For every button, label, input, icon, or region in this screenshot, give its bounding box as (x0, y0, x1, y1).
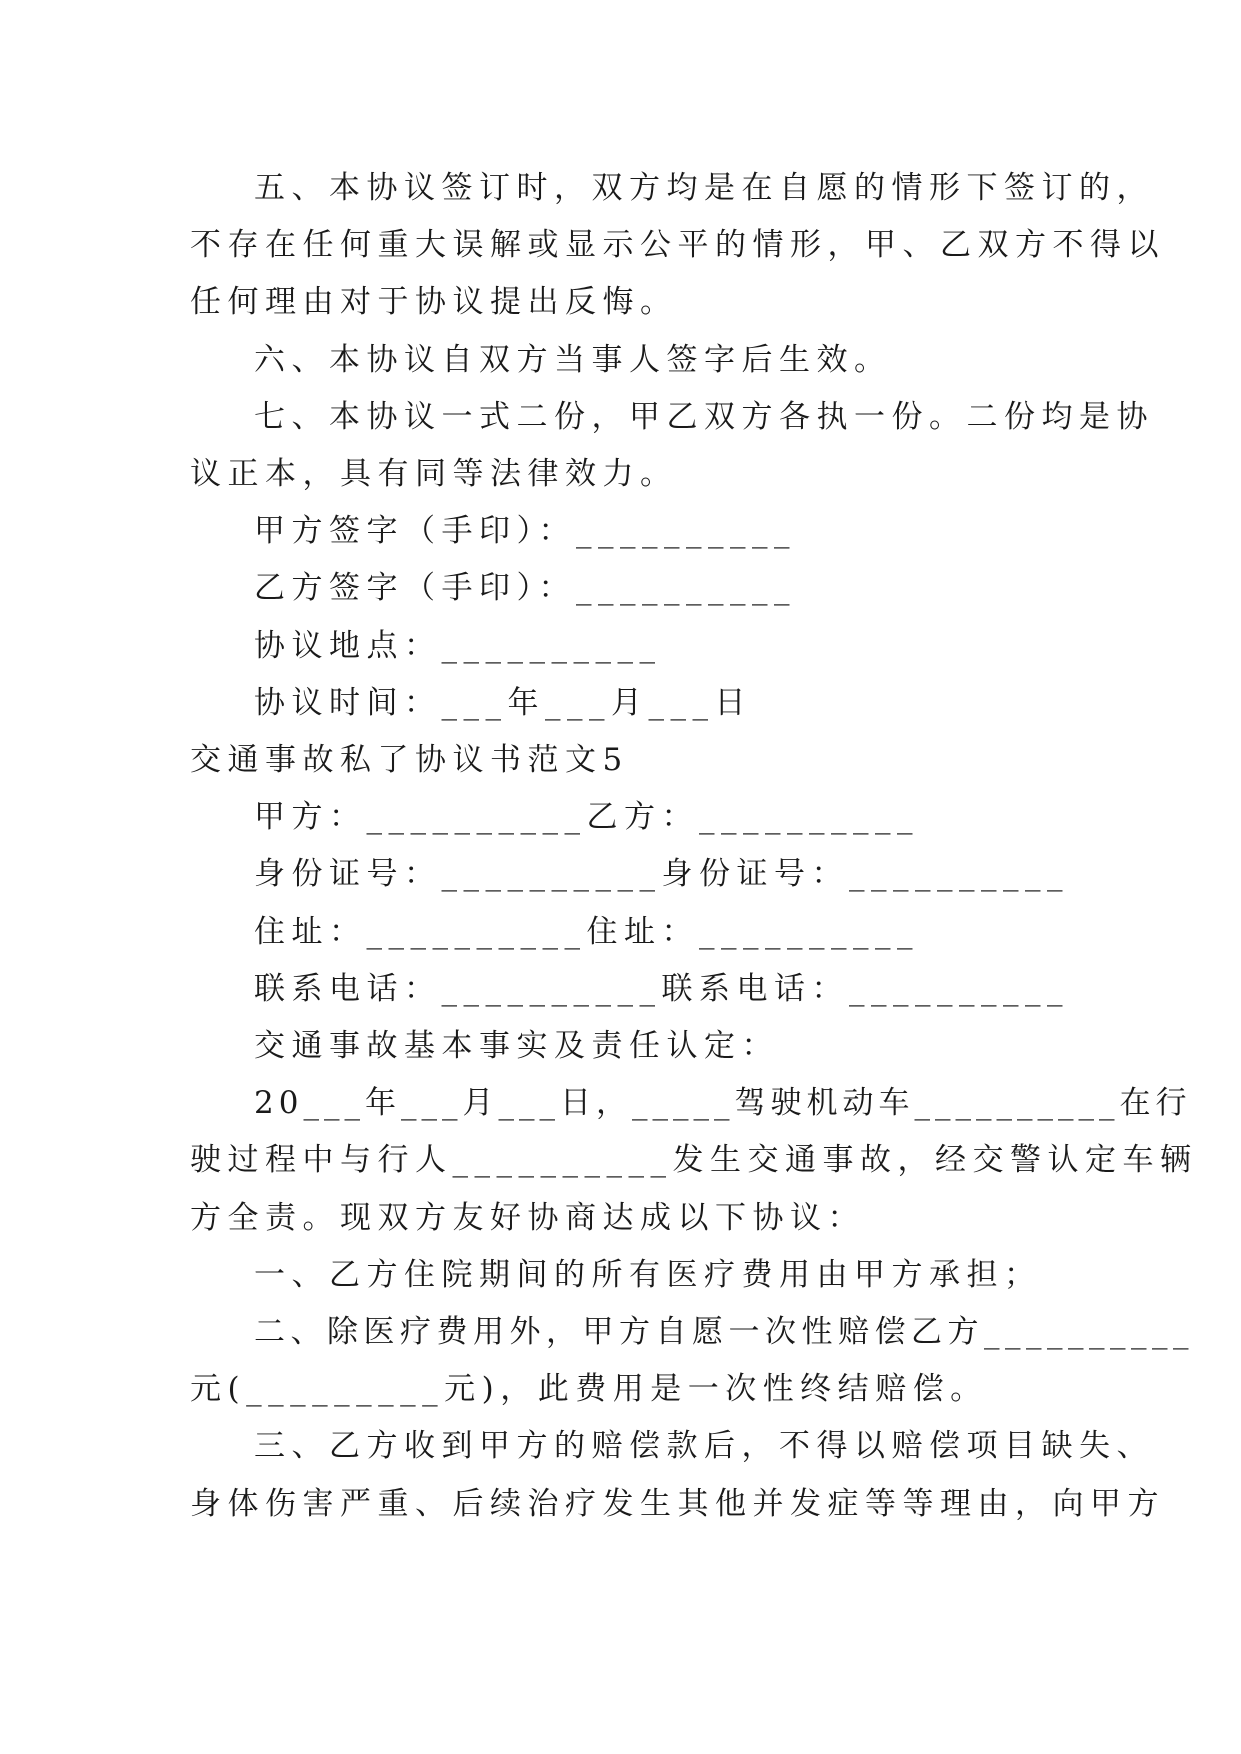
text-line: 协议地点：__________ (254, 628, 662, 664)
clause-7-line-2 (190, 445, 1070, 503)
text-line: 三、乙方收到甲方的赔偿款后，不得以赔偿项目缺失、 (254, 1428, 1154, 1464)
clause-7-line-1 (254, 388, 1154, 446)
text-line: 二、除医疗费用外，甲方自愿一次性赔偿乙方__________ (254, 1314, 1194, 1350)
text-line: 协议时间：___年___月___日 (254, 685, 752, 721)
text-line: 六、本协议自双方当事人签字后生效。 (254, 342, 892, 378)
party-a-signature (254, 502, 1074, 560)
party-b-signature (254, 559, 1074, 617)
text-line: 身体伤害严重、后续治疗发生其他并发症等等理由，向甲方 (190, 1486, 1165, 1522)
term-3-line-2 (190, 1475, 1165, 1533)
facts-line-1 (254, 1074, 1192, 1132)
text-line: 乙方签字（手印）：__________ (254, 570, 796, 606)
text-line: 元(_________元)，此费用是一次性终结赔偿。 (190, 1371, 988, 1407)
text-line: 不存在任何重大误解或显示公平的情形，甲、乙双方不得以 (190, 227, 1165, 263)
text-line: 一、乙方住院期间的所有医疗费用由甲方承担； (254, 1257, 1042, 1293)
text-line: 七、本协议一式二份，甲乙双方各执一份。二份均是协 (254, 399, 1154, 435)
parties-line (254, 788, 1074, 846)
facts-line-3 (190, 1189, 1070, 1247)
term-3-line-1 (254, 1417, 1154, 1475)
text-line: 交通事故私了协议书范文5 (190, 742, 629, 778)
text-line: 联系电话：__________联系电话：__________ (254, 971, 1069, 1007)
agreement-date (254, 674, 1074, 732)
text-line: 议正本，具有同等法律效力。 (190, 456, 678, 492)
clause-5-line-1 (254, 159, 1154, 217)
agreement-place (254, 617, 1074, 675)
clause-5-line-2 (190, 216, 1165, 274)
text-line: 甲方：__________乙方：__________ (254, 799, 919, 835)
term-2-line-2 (190, 1360, 1070, 1418)
term-1 (254, 1246, 1074, 1304)
facts-heading (254, 1017, 1074, 1075)
text-line: 方全责。现双方友好协商达成以下协议： (190, 1200, 865, 1236)
section-title (190, 731, 1070, 789)
term-2-line-1 (254, 1303, 1194, 1361)
phone-line (254, 960, 1074, 1018)
clause-5-line-3 (190, 273, 1070, 331)
text-line: 住址：__________住址：__________ (254, 914, 919, 950)
clause-6 (254, 331, 1074, 389)
text-line: 驶过程中与行人__________发生交通事故，经交警认定车辆 (190, 1142, 1198, 1178)
address-line (254, 903, 1074, 961)
text-line: 任何理由对于协议提出反悔。 (190, 284, 678, 320)
text-line: 20___年___月___日，_____驾驶机动车__________在行 (254, 1085, 1192, 1121)
text-line: 甲方签字（手印）：__________ (254, 513, 796, 549)
id-number-line (254, 845, 1074, 903)
text-line: 交通事故基本事实及责任认定： (254, 1028, 779, 1064)
text-line: 五、本协议签订时，双方均是在自愿的情形下签订的， (254, 170, 1154, 206)
facts-line-2 (190, 1131, 1198, 1189)
text-line: 身份证号：__________身份证号：__________ (254, 856, 1069, 892)
